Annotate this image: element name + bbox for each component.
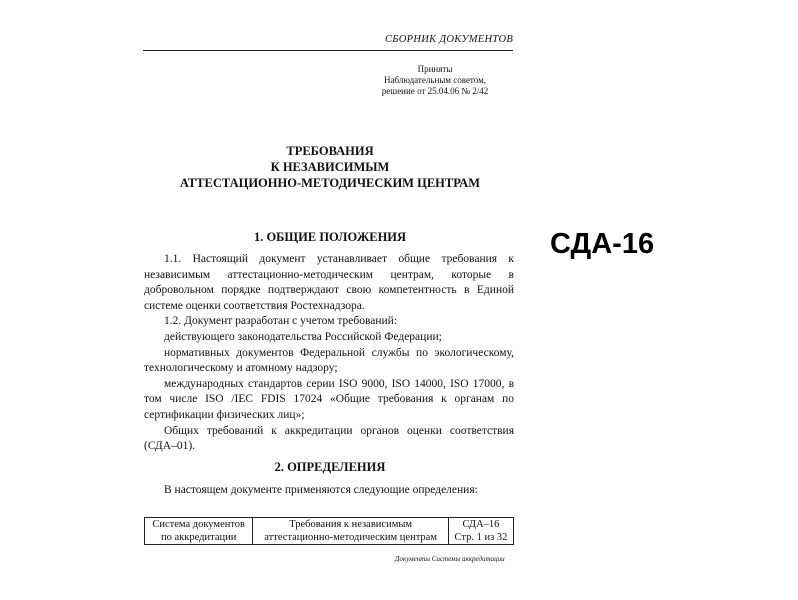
list-item-iso-standards: международных стандартов серии ISO 9000, ISO 14000, ISO 17000, в том числе ISO /IEC FDIS 17024 «Общие требования к органам по сертификации физических лиц»; <box>144 377 514 421</box>
footer-title-line-1: Требования к независимым <box>289 519 413 530</box>
footer-page-count: Стр. 1 из 32 <box>454 532 508 543</box>
footer-code: СДА–16 <box>462 519 500 530</box>
title-line-2: К НЕЗАВИСИМЫМ <box>270 160 390 174</box>
footer-table <box>144 517 514 545</box>
section-2-heading: 2. ОПРЕДЕЛЕНИЯ <box>274 460 386 474</box>
list-item-legislation: действующего законодательства Российской Федерации; <box>164 330 442 343</box>
collection-header: СБОРНИК ДОКУМЕНТОВ <box>385 34 514 45</box>
footer-cell-system <box>145 518 253 545</box>
bottom-note: Документы Системы аккредитации <box>395 555 505 563</box>
title-line-1: ТРЕБОВАНИЯ <box>286 144 374 158</box>
section-1-body <box>144 252 514 455</box>
section-2-body <box>144 483 514 499</box>
footer-cell-code <box>448 518 513 545</box>
footer-system-line-1: Система документов <box>152 519 246 530</box>
section-1-heading: 1. ОБЩИЕ ПОЛОЖЕНИЯ <box>253 230 407 244</box>
approval-note <box>360 64 510 97</box>
paragraph-1-2: 1.2. Документ разработан с учетом требований: <box>164 315 398 328</box>
approval-line-3: решение от 25.04.06 № 2/42 <box>381 86 489 96</box>
header-rule <box>143 50 513 51</box>
footer-title-line-2: аттестационно-методическим центрам <box>264 532 437 543</box>
document-title <box>150 143 510 191</box>
footer-cell-title <box>253 518 448 545</box>
document-code-badge: СДА-16 <box>550 228 655 260</box>
title-line-3: АТТЕСТАЦИОННО-МЕТОДИЧЕСКИМ ЦЕНТРАМ <box>179 176 481 190</box>
paragraph-2-intro: В настоящем документе применяются следующие определения: <box>164 484 478 496</box>
list-item-normative-docs: нормативных документов Федеральной службы по экологическому, технологическому и атомному надзору; <box>144 346 514 375</box>
footer-table-row <box>145 518 514 545</box>
list-item-general-requirements: Общих требований к аккредитации органов оценки соответствия (СДА–01). <box>144 424 514 453</box>
paragraph-1-1: 1.1. Настоящий документ устанавливает общие требования к независимым аттестационно-методическим центрам, которые в добровольном порядке подтверждают свою компетентность в Единой системе оценки соответствия Ростехнадзора. <box>144 253 514 312</box>
footer-system-line-2: по аккредитации <box>161 532 237 543</box>
approval-line-2: Наблюдательным советом, <box>383 75 487 85</box>
approval-line-1: Приняты <box>417 64 453 74</box>
